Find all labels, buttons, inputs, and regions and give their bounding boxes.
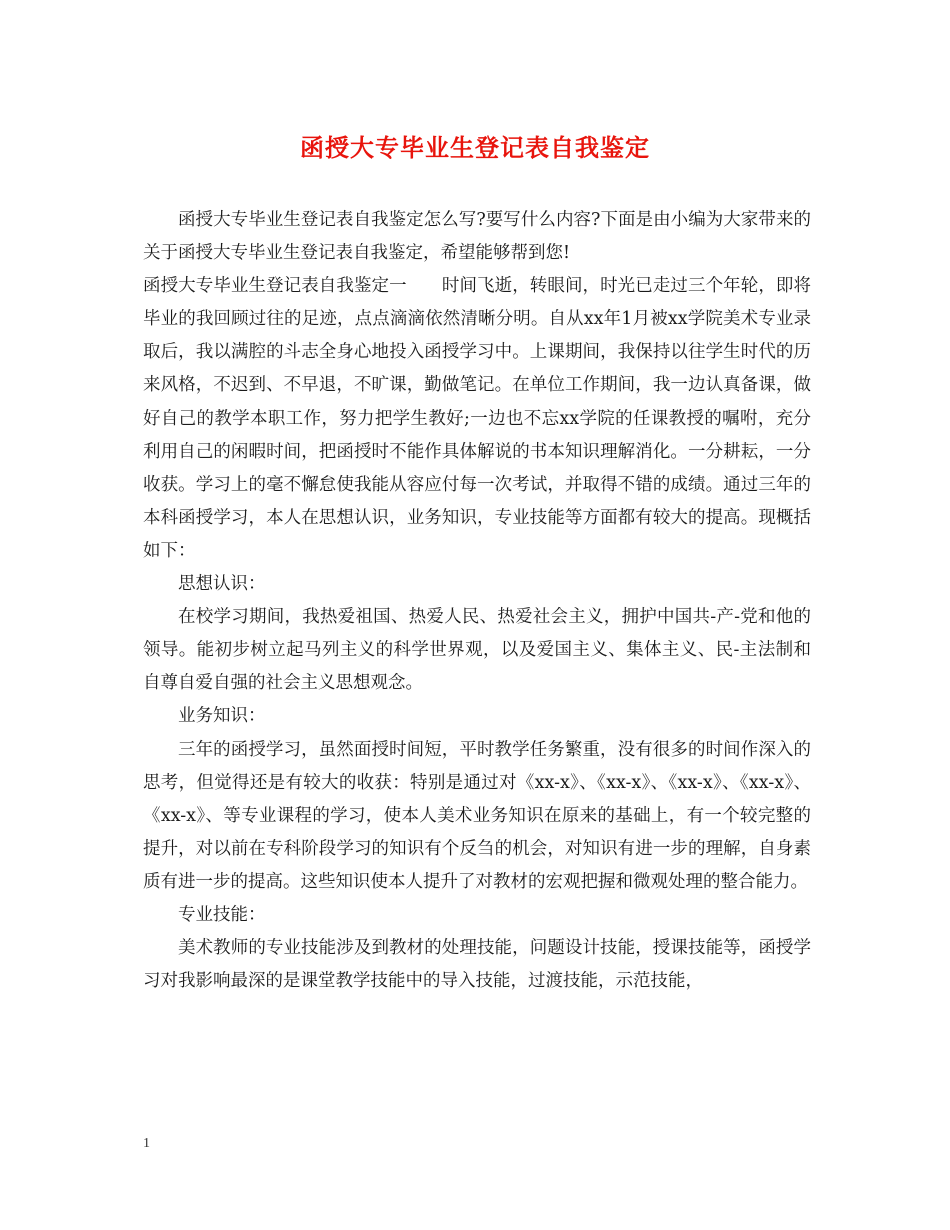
page-number: 1 [143, 1136, 150, 1151]
heading-business-knowledge: 业务知识： [178, 706, 266, 727]
paragraph-intro: 函授大专毕业生登记表自我鉴定怎么写?要写什么内容?下面是由小编为大家带来的关于函授大专毕业生登记表自我鉴定，希望能够帮到您! [143, 210, 811, 264]
heading-professional-skills: 专业技能： [178, 904, 266, 925]
document-body [143, 204, 811, 998]
document-title: 函授大专毕业生登记表自我鉴定 [300, 133, 650, 162]
paragraph-ideology: 在校学习期间，我热爱祖国、热爱人民、热爱社会主义，拥护中国共-产-党和他的领导。能初步树立起马列主义的科学世界观，以及爱国主义、集体主义、民-主法制和自尊自爱自强的社会主义思想观念。 [143, 607, 811, 694]
paragraph-business-knowledge: 三年的函授学习，虽然面授时间短，平时教学任务繁重，没有很多的时间作深入的思考，但觉得还是有较大的收获：特别是通过对《xx-x》、《xx-x》、《xx-x》、《xx-x》、《xx-x》、等专业课程的学习，使本人美术业务知识在原来的基础上，有一个较完整的提升，对以前在专科阶段学习的知识有个反刍的机会，对知识有进一步的理解，自身素质有进一步的提高。这些知识使本人提升了对教材的宏观把握和微观处理的整合能力。 [143, 739, 811, 892]
paragraph-professional-skills: 美术教师的专业技能涉及到教材的处理技能，问题设计技能，授课技能等，函授学习对我影响最深的是课堂教学技能中的导入技能，过渡技能，示范技能， [143, 938, 811, 992]
heading-ideology: 思想认识： [178, 574, 266, 595]
paragraph-section-one: 函授大专毕业生登记表自我鉴定一 时间飞逝，转眼间，时光已走过三个年轮，即将毕业的我回顾过往的足迹，点点滴滴依然清晰分明。自从xx年1月被xx学院美术专业录取后，我以满腔的斗志全身心地投入函授学习中。上课期间，我保持以往学生时代的历来风格，不迟到、不早退，不旷课，勤做笔记。在单位工作期间，我一边认真备课，做好自己的教学本职工作，努力把学生教好;一边也不忘xx学院的任课教授的嘱咐，充分利用自己的闲暇时间，把函授时不能作具体解说的书本知识理解消化。一分耕耘，一分收获。学习上的毫不懈怠使我能从容应付每一次考试，并取得不错的成绩。通过三年的本科函授学习，本人在思想认识，业务知识，专业技能等方面都有较大的提高。现概括如下： [143, 276, 811, 561]
